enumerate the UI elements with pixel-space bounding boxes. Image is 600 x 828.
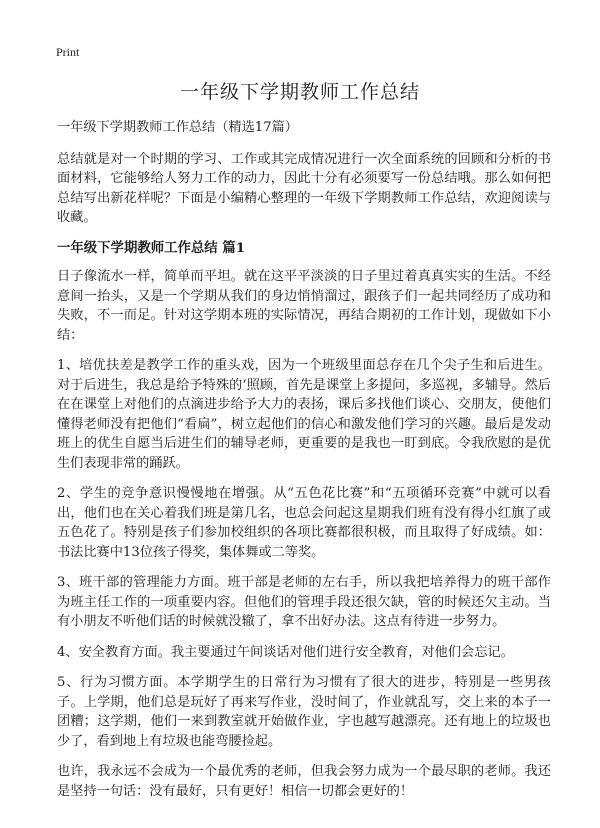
intro-paragraph: 总结就是对一个时期的学习、工作或其完成情况进行一次全面系统的回顾和分析的书面材料，它能够给人努力工作的动力，因此十分有必须要写一份总结哦。那么如何把总结写出新花样呢？下面是小编精心整理的一年级下学期教师工作总结，欢迎阅读与收藏。 — [57, 151, 551, 225]
document-subtitle: 一年级下学期教师工作总结（精选17篇） — [57, 120, 298, 135]
body-paragraph: 4、安全教育方面。我主要通过午间谈话对他们进行安全教育，对他们会忘记。 — [57, 644, 514, 660]
body-paragraph: 也许，我永远不会成为一个最优秀的老师，但我会努力成为一个最尽职的老师。我还是坚持一句话：没有最好，只有更好！相信一切都会更好的！ — [57, 764, 551, 799]
print-link[interactable]: Print — [56, 45, 80, 59]
body-paragraph: 3、班干部的管理能力方面。班干部是老师的左右手，所以我把培养得力的班干部作为班主任工作的一项重要内容。但他们的管理手段还很欠缺，管的时候还欠主动。当有小朋友不听他们话的时候就没辙了，拿不出好办法。这点有待进一步努力。 — [57, 575, 551, 629]
body-paragraph: 5、行为习惯方面。本学期学生的日常行为习惯有了很大的进步，特别是一些男孩子。上学期，他们总是玩好了再来写作业，没时间了，作业就乱写，交上来的本子一团糟；这学期，他们一来到教室就开始做作业，字也越写越漂亮。还有地上的垃圾也少了，看到地上有垃圾也能弯腰捡起。 — [57, 675, 551, 749]
page-title: 一年级下学期教师工作总结 — [179, 81, 420, 103]
section-heading: 一年级下学期教师工作总结 篇1 — [57, 239, 246, 256]
body-paragraph: 日子像流水一样，简单而平坦。就在这平平淡淡的日子里过着真真实实的生活。不经意间一抬头，又是一个学期从我们的身边悄悄溜过，跟孩子们一起共同经历了成功和失败，不一而足。针对这学期本班的实际情况，再结合期初的工作计划，现做如下小结： — [57, 269, 551, 343]
body-paragraph: 2、学生的竞争意识慢慢地在增强。从“五色花比赛”和“五项循环竞赛”中就可以看出，他们也在关心着我们班是第几名，也总会问起这星期我们班有没有得小红旗了或五色花了。特别是孩子们参加校组织的各项比赛都很积极，而且取得了好成绩。如：书法比赛中13位孩子得奖，集体舞或二等奖。 — [57, 486, 551, 560]
body-paragraph: 1、培优扶差是教学工作的重头戏，因为一个班级里面总存在几个尖子生和后进生。对于后进生，我总是给予特殊的‘照顾，首先是课堂上多提问，多巡视，多辅导。然后在在课堂上对他们的点滴进步给予大力的表扬，课后多找他们谈心、交朋友，使他们懂得老师没有把他们“看扁”，树立起他们的信心和激发他们学习的兴趣。最后是发动班上的优生自愿当后进生们的辅导老师，更重要的是我也一盯到底。令我欣慰的是优生们表现非常的踊跃。 — [57, 358, 551, 471]
document-body — [57, 118, 551, 812]
